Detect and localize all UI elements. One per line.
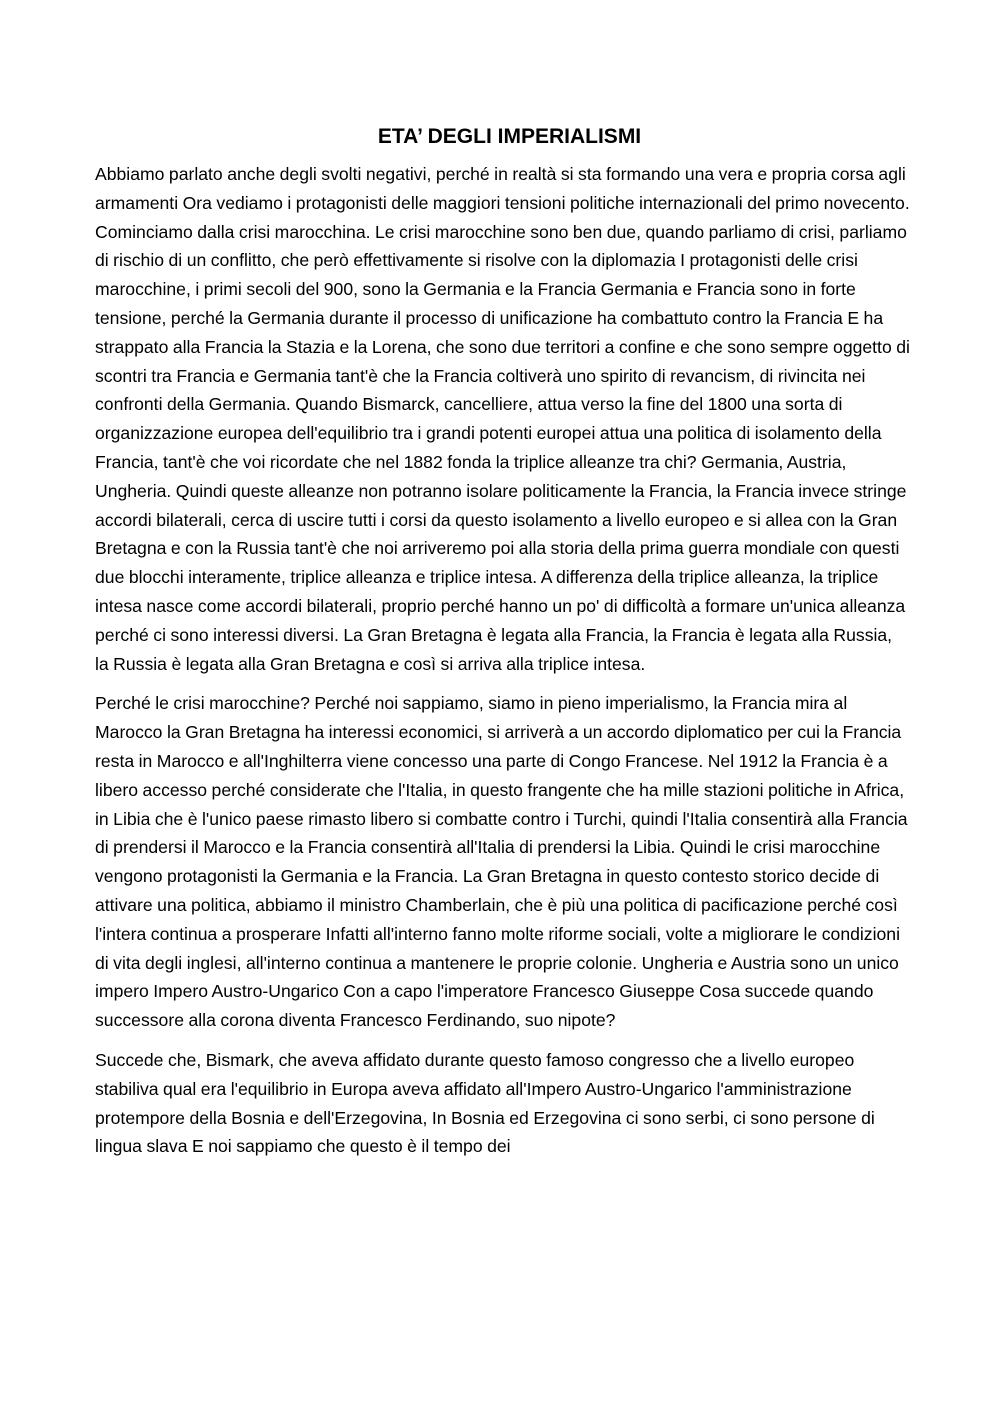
paragraph-1: Abbiamo parlato anche degli svolti negativi, perché in realtà si sta formando una vera e propria corsa agli armamenti Ora vediamo i protagonisti delle maggiori tensioni politiche internazionali del primo novecento. Cominciamo dalla crisi marocchina. Le crisi marocchine sono ben due, quando parliamo di crisi, parliamo di rischio di un conflitto, che però effettivamente si risolve con la diplomazia I protagonisti delle crisi marocchine, i primi secoli del 900, sono la Germania e la Francia Germania e Francia sono in forte tensione, perché la Germania durante il processo di unificazione ha combattuto contro la Francia E ha strappato alla Francia la Stazia e la Lorena, che sono due territori a confine e che sono sempre oggetto di scontri tra Francia e Germania tant'è che la Francia coltiverà uno spirito di revancism, di rivincita nei confronti della Germania. Quando Bismarck, cancelliere, attua verso la fine del 1800 una sorta di organizzazione europea dell'equilibrio tra i grandi potenti europei attua una politica di isolamento della Francia, tant'è che voi ricordate che nel 1882 fonda la triplice alleanze tra chi? Germania, Austria, Ungheria. Quindi queste alleanze non potranno isolare politicamente la Francia, la Francia invece stringe accordi bilaterali, cerca di uscire tutti i corsi da questo isolamento a livello europeo e si allea con la Gran Bretagna e con la Russia tant'è che noi arriveremo poi alla storia della prima guerra mondiale con questi due blocchi interamente, triplice alleanza e triplice intesa. A differenza della triplice alleanza, la triplice intesa nasce come accordi bilaterali, proprio perché hanno un po' di difficoltà a formare un'unica alleanza perché ci sono interessi diversi. La Gran Bretagna è legata alla Francia, la Francia è legata alla Russia, la Russia è legata alla Gran Bretagna e così si arriva alla triplice intesa. — [95, 164, 910, 674]
paragraph-3: Succede che, Bismark, che aveva affidato durante questo famoso congresso che a livello europeo stabiliva qual era l'equilibrio in Europa aveva affidato all'Impero Austro-Ungarico l'amministrazione protempore della Bosnia e dell'Erzegovina, In Bosnia ed Erzegovina ci sono serbi, ci sono persone di lingua slava E noi sappiamo che questo è il tempo dei — [95, 1049, 875, 1157]
paragraph-2: Perché le crisi marocchine? Perché noi sappiamo, siamo in pieno imperialismo, la Francia mira al Marocco la Gran Bretagna ha interessi economici, si arriverà a un accordo diplomatico per cui la Francia resta in Marocco e all'Inghilterra viene concesso una parte di Congo Francese. Nel 1912 la Francia è a libero accesso perché considerate che l'Italia, in questo frangente che ha mille stazioni politiche in Africa, in Libia che è l'unico paese rimasto libero si combatte contro i Turchi, quindi l'Italia consentirà alla Francia di prendersi il Marocco e la Francia consentirà all'Italia di prendersi la Libia. Quindi le crisi marocchine vengono protagonisti la Germania e la Francia. La Gran Bretagna in questo contesto storico decide di attivare una politica, abbiamo il ministro Chamberlain, che è più una politica di pacificazione perché così l'intera continua a prosperare Infatti all'interno fanno molte riforme sociali, volte a migliorare le condizioni di vita degli inglesi, all'interno continua a mantenere le proprie colonie. Ungheria e Austria sono un unico impero Impero Austro-Ungarico Con a capo l'imperatore Francesco Giuseppe Cosa succede quando successore alla corona diventa Francesco Ferdinando, suo nipote? — [95, 693, 908, 1031]
document-page — [95, 122, 910, 1172]
document-title: ETA’ DEGLI IMPERIALISMI — [377, 125, 642, 148]
